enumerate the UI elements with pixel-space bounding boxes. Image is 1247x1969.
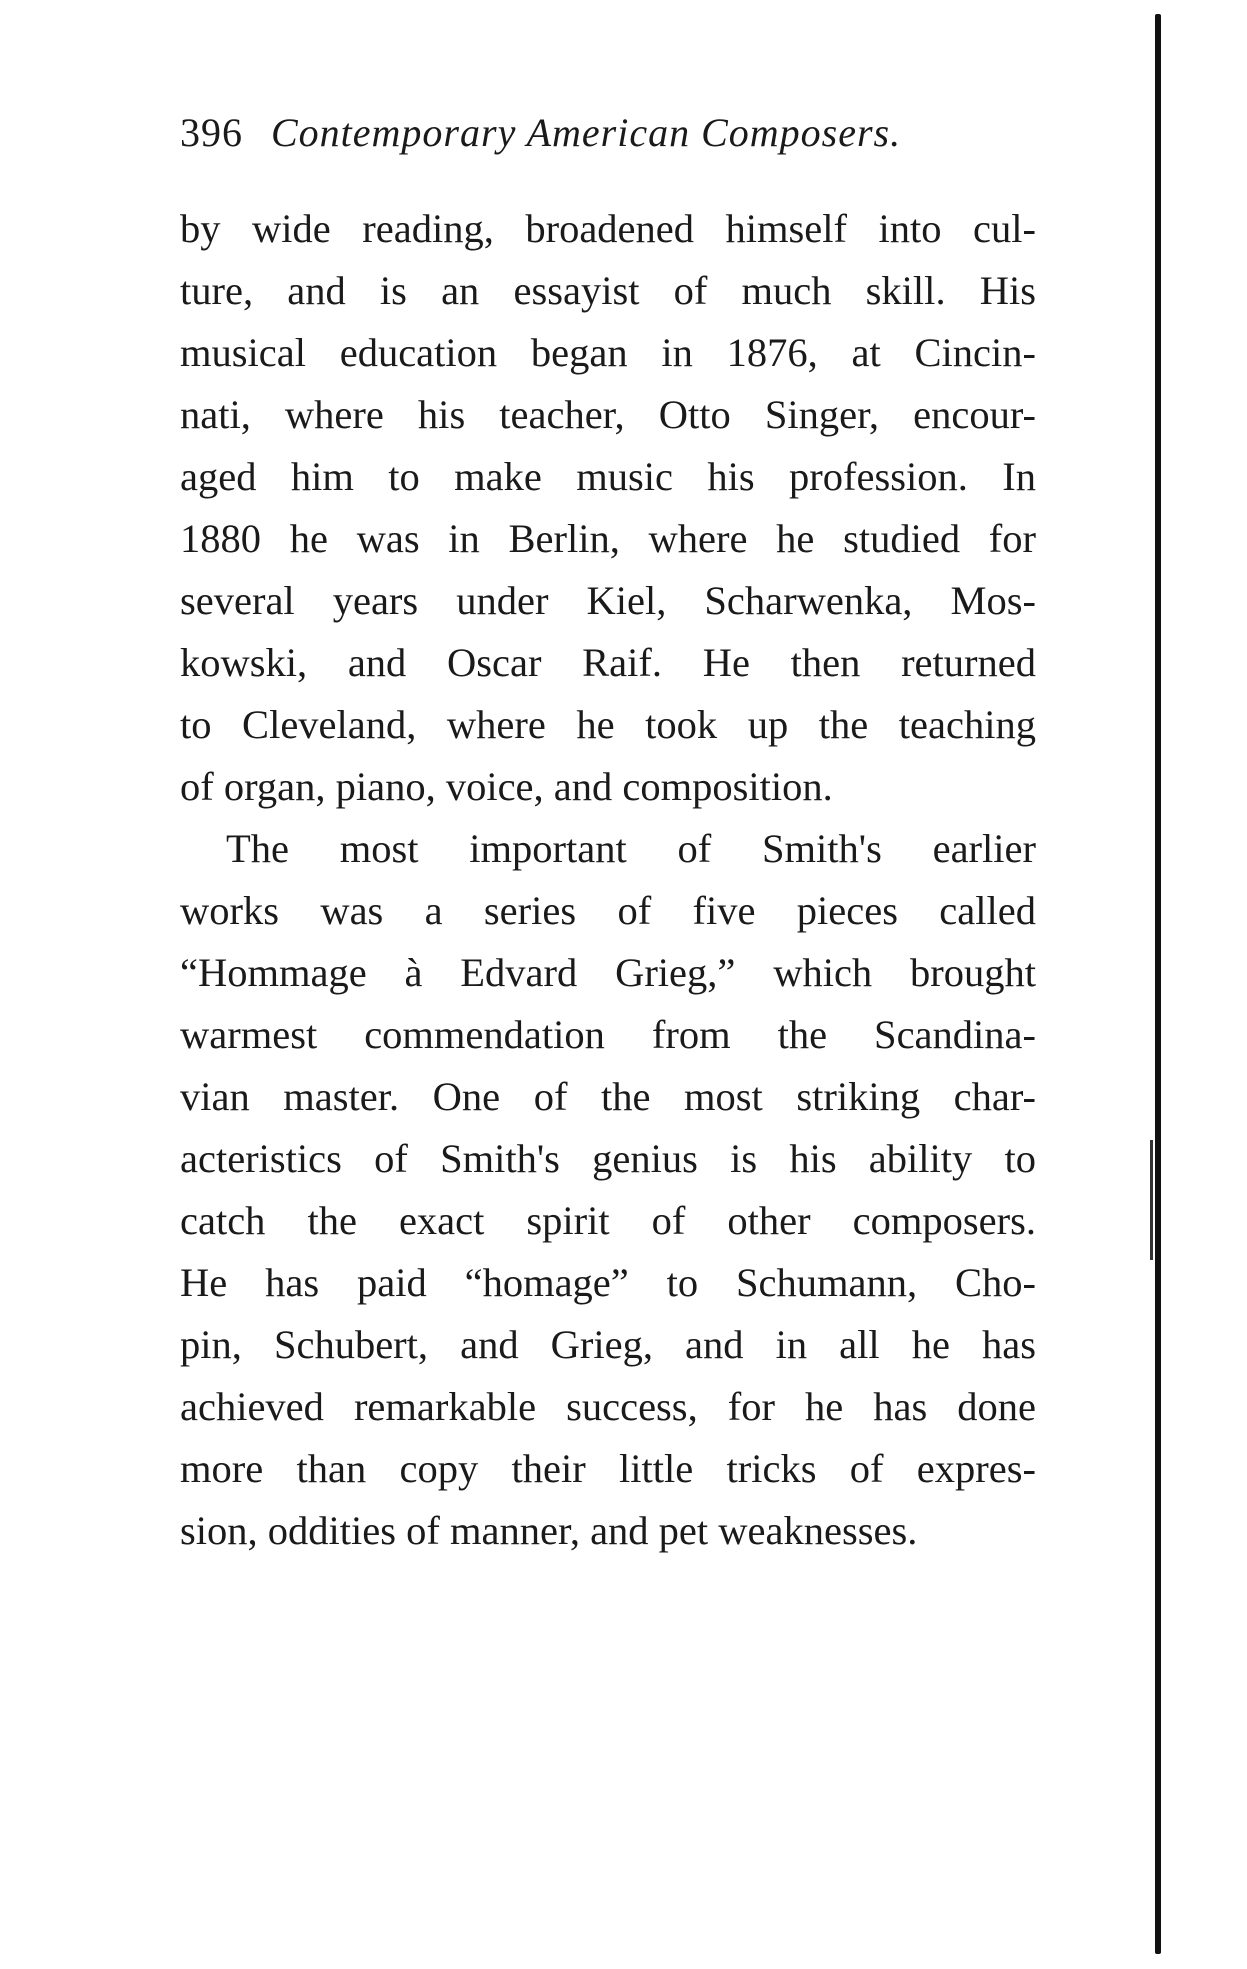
text-line: vian master. One of the most striking char- (180, 1074, 1036, 1119)
text-line: catch the exact spirit of other composers. (180, 1198, 1036, 1243)
page-header (180, 108, 1040, 158)
text-line: The most important of Smith's earlier (226, 826, 1036, 871)
body-text (180, 198, 1036, 1562)
text-line: sion, oddities of manner, and pet weaknesses. (180, 1508, 918, 1553)
running-title: Contemporary American Composers. (271, 110, 902, 155)
text-line: several years under Kiel, Scharwenka, Mos- (180, 578, 1036, 623)
text-line: by wide reading, broadened himself into cul- (180, 206, 1036, 251)
text-line: of organ, piano, voice, and composition. (180, 764, 833, 809)
text-line: to Cleveland, where he took up the teaching (180, 702, 1036, 747)
text-line: aged him to make music his profession. In (180, 454, 1036, 499)
text-line: “Hommage à Edvard Grieg,” which brought (180, 950, 1036, 995)
text-line: works was a series of five pieces called (180, 888, 1036, 933)
text-line: nati, where his teacher, Otto Singer, encour- (180, 392, 1036, 437)
text-line: achieved remarkable success, for he has done (180, 1384, 1036, 1429)
page-number: 396 (180, 110, 243, 155)
text-line: He has paid “homage” to Schumann, Cho- (180, 1260, 1036, 1305)
page-edge-mark (1150, 1140, 1153, 1260)
text-line: musical education began in 1876, at Cincin- (180, 330, 1036, 375)
text-line: warmest commendation from the Scandina- (180, 1012, 1036, 1057)
text-line: pin, Schubert, and Grieg, and in all he has (180, 1322, 1036, 1367)
text-line: more than copy their little tricks of expres- (180, 1446, 1036, 1491)
text-line: ture, and is an essayist of much skill. His (180, 268, 1036, 313)
text-line: acteristics of Smith's genius is his ability to (180, 1136, 1036, 1181)
page-edge-shadow (1155, 14, 1161, 1954)
text-line: kowski, and Oscar Raif. He then returned (180, 640, 1036, 685)
text-line: 1880 he was in Berlin, where he studied for (180, 516, 1036, 561)
